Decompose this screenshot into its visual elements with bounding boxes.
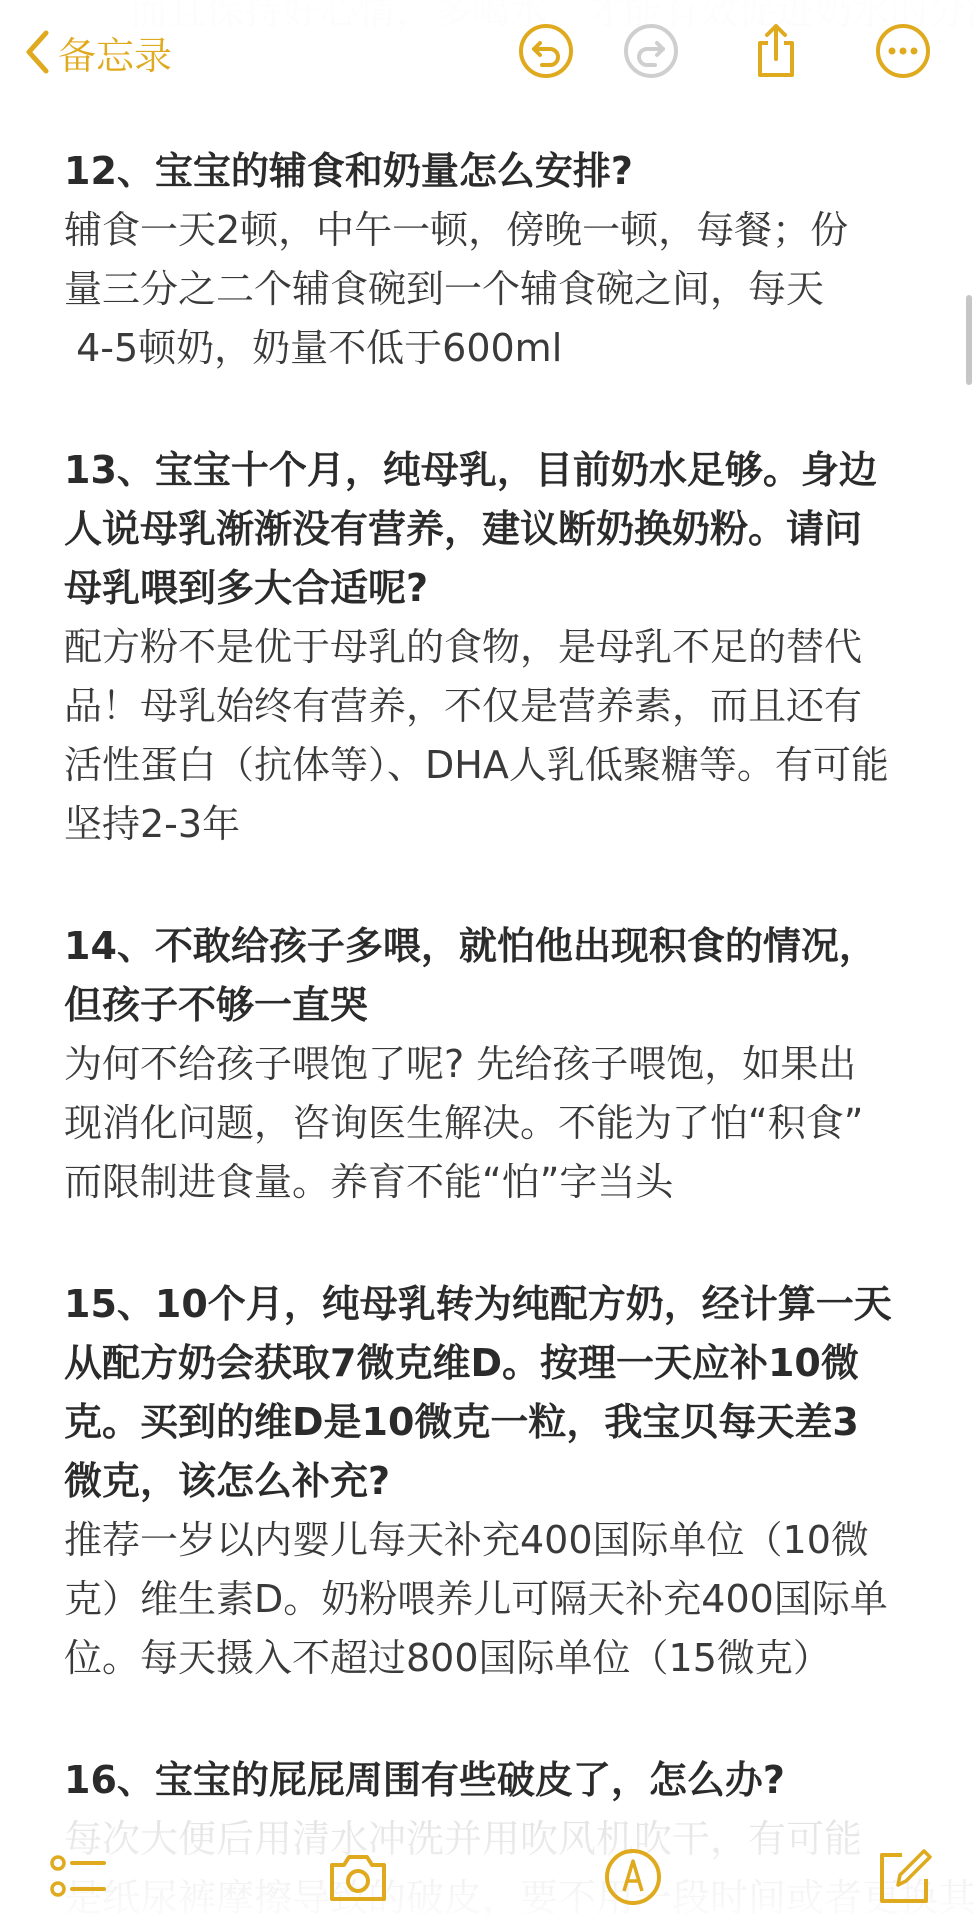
- question-heading: 15、10个月，纯母乳转为纯配方奶，经计算一天: [64, 1282, 892, 1326]
- checklist-button[interactable]: [46, 1845, 110, 1909]
- question-heading: 克。买到的维D是10微克一粒，我宝贝每天差3: [64, 1400, 859, 1444]
- question-heading: 母乳喂到多大合适呢?: [64, 566, 429, 610]
- camera-icon: [326, 1845, 390, 1909]
- answer-line: 现消化问题，咨询医生解决。不能为了怕“积食”: [64, 1101, 864, 1145]
- more-icon: [873, 21, 933, 81]
- note-item: [64, 1751, 914, 1810]
- answer-line: 位。每天摄入不超过800国际单位（15微克）: [64, 1636, 831, 1680]
- bottom-toolbar: [0, 1820, 978, 1920]
- scroll-indicator[interactable]: [966, 295, 972, 385]
- camera-button[interactable]: [326, 1845, 390, 1909]
- undo-button[interactable]: [516, 21, 576, 81]
- question-heading: 12、宝宝的辅食和奶量怎么安排?: [64, 149, 633, 193]
- markup-button[interactable]: [601, 1845, 665, 1909]
- answer-line: 配方粉不是优于母乳的食物，是母乳不足的替代: [64, 625, 863, 669]
- note-item: [64, 917, 914, 1212]
- answer-line: 推荐一岁以内婴儿每天补充400国际单位（10微: [64, 1518, 869, 1562]
- note-body[interactable]: [64, 142, 914, 1810]
- paragraph-spacer: [64, 378, 914, 441]
- question-heading: 14、不敢给孩子多喂，就怕他出现积食的情况，: [64, 924, 877, 968]
- note-item: [64, 142, 914, 378]
- question-heading: 人说母乳渐渐没有营养，建议断奶换奶粉。请问: [64, 507, 863, 551]
- answer-line: 克）维生素D。奶粉喂养儿可隔天补充400国际单: [64, 1577, 888, 1621]
- answer-line: 辅食一天2顿，中午一顿，傍晚一顿，每餐；份: [64, 208, 849, 252]
- compose-button[interactable]: [872, 1845, 936, 1909]
- answer-line: 坚持2-3年: [64, 802, 241, 846]
- share-button[interactable]: [746, 21, 806, 81]
- question-heading: 16、宝宝的屁屁周围有些破皮了，怎么办?: [64, 1758, 785, 1802]
- paragraph-spacer: [64, 1688, 914, 1751]
- share-icon: [746, 21, 806, 81]
- answer-line: 4-5顿奶，奶量不低于600ml: [64, 326, 563, 370]
- answer-line: 而限制进食量。养育不能“怕”字当头: [64, 1160, 674, 1204]
- markup-icon: [601, 1845, 665, 1909]
- compose-icon: [872, 1845, 936, 1909]
- question-heading: 但孩子不够一直哭: [64, 983, 369, 1027]
- answer-line: 品！母乳始终有营养，不仅是营养素，而且还有: [64, 684, 863, 728]
- more-button[interactable]: [873, 21, 933, 81]
- back-button[interactable]: [24, 22, 172, 82]
- note-item: [64, 1275, 914, 1688]
- answer-line: 为何不给孩子喂饱了呢? 先给孩子喂饱，如果出: [64, 1042, 857, 1086]
- question-heading: 13、宝宝十个月，纯母乳，目前奶水足够。身边: [64, 448, 877, 492]
- undo-icon: [516, 21, 576, 81]
- checklist-icon: [46, 1845, 110, 1909]
- paragraph-spacer: [64, 854, 914, 917]
- paragraph-spacer: [64, 1212, 914, 1275]
- back-button-label: 备忘录: [58, 33, 173, 78]
- question-heading: 从配方奶会获取7微克维D。按理一天应补10微: [64, 1341, 859, 1385]
- question-heading: 微克，该怎么补充?: [64, 1459, 391, 1503]
- redo-button[interactable]: [621, 21, 681, 81]
- answer-line: 活性蛋白（抗体等）、DHA人乳低聚糖等。有可能: [64, 743, 889, 787]
- redo-icon: [621, 21, 681, 81]
- note-item: [64, 441, 914, 854]
- answer-line: 量三分之二个辅食碗到一个辅食碗之间，每天: [64, 267, 825, 311]
- chevron-left-icon: [24, 29, 50, 75]
